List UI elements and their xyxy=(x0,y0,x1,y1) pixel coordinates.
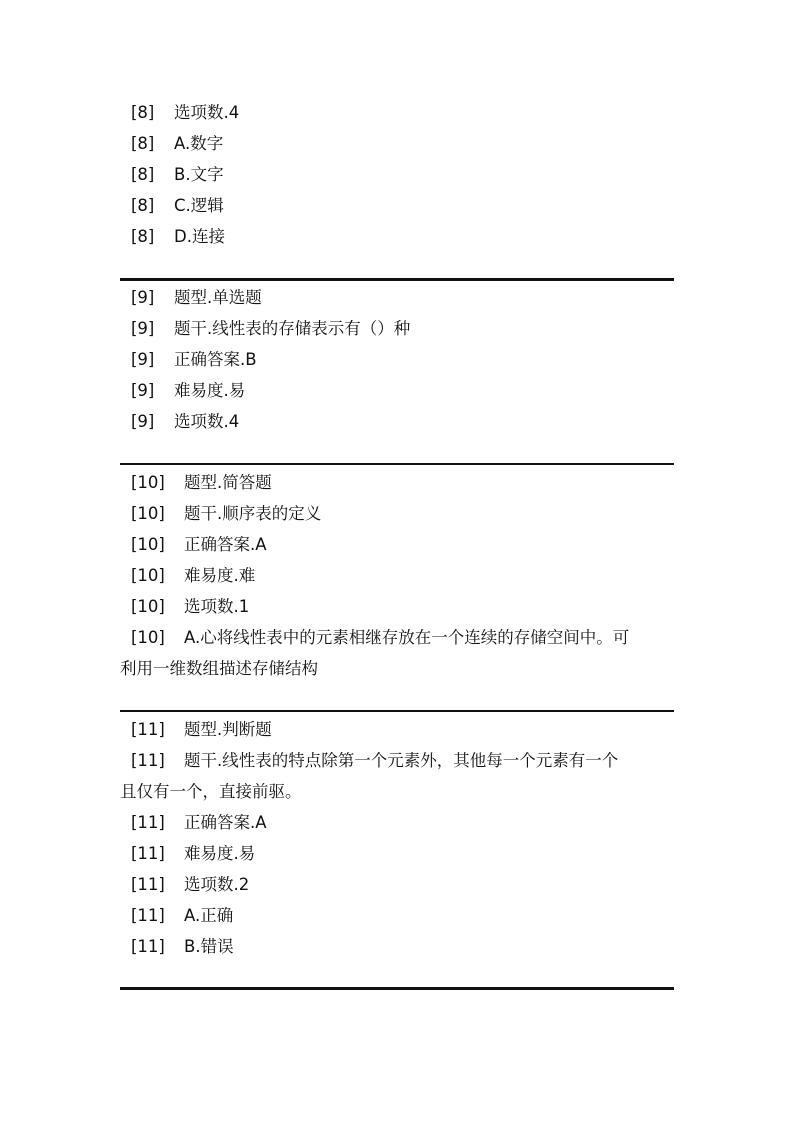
question-number: [9] xyxy=(131,319,155,338)
question-line xyxy=(120,807,674,838)
question-text: 选项数.4 xyxy=(174,103,240,122)
question-number: [10] xyxy=(131,535,165,554)
question-text: B.文字 xyxy=(174,165,224,184)
question-9-block xyxy=(120,282,674,437)
question-line xyxy=(120,128,674,159)
question-line xyxy=(120,838,674,869)
question-11-block xyxy=(120,714,674,962)
question-line xyxy=(120,622,674,653)
question-line xyxy=(120,745,674,776)
question-number: [9] xyxy=(131,412,155,431)
question-line xyxy=(120,560,674,591)
question-line xyxy=(120,529,674,560)
question-number: [10] xyxy=(131,504,165,523)
question-line xyxy=(120,869,674,900)
question-text: 题型.判断题 xyxy=(184,720,272,739)
question-number: [8] xyxy=(131,103,155,122)
question-number: [10] xyxy=(131,597,165,616)
question-line xyxy=(120,344,674,375)
question-text-continuation: 利用一维数组描述存储结构 xyxy=(120,659,318,678)
question-text: 选项数.2 xyxy=(184,875,250,894)
question-line xyxy=(120,498,674,529)
question-number: [9] xyxy=(131,350,155,369)
question-line xyxy=(120,97,674,128)
question-number: [10] xyxy=(131,628,165,647)
question-number: [8] xyxy=(131,227,155,246)
question-number: [11] xyxy=(131,720,165,739)
question-number: [8] xyxy=(131,134,155,153)
question-text: 题型.简答题 xyxy=(184,473,272,492)
question-line xyxy=(120,282,674,313)
question-line xyxy=(120,159,674,190)
question-10-block xyxy=(120,467,674,684)
question-number: [11] xyxy=(131,906,165,925)
question-text: 难易度.易 xyxy=(174,381,246,400)
question-text: 难易度.易 xyxy=(184,844,256,863)
question-text-continuation: 且仅有一个，直接前驱。 xyxy=(120,782,302,801)
question-line xyxy=(120,406,674,437)
question-number: [11] xyxy=(131,813,165,832)
question-line xyxy=(120,313,674,344)
question-text: 正确答案.A xyxy=(184,813,267,832)
question-text: D.连接 xyxy=(174,227,225,246)
question-line xyxy=(120,375,674,406)
question-number: [11] xyxy=(131,751,165,770)
question-text: A.数字 xyxy=(174,134,224,153)
question-line xyxy=(120,591,674,622)
question-number: [11] xyxy=(131,937,165,956)
question-number: [8] xyxy=(131,165,155,184)
question-text: 正确答案.A xyxy=(184,535,267,554)
question-number: [11] xyxy=(131,875,165,894)
question-number: [8] xyxy=(131,196,155,215)
question-text: 题干.顺序表的定义 xyxy=(184,504,322,523)
question-text: C.逻辑 xyxy=(174,196,224,215)
question-line xyxy=(120,900,674,931)
question-number: [10] xyxy=(131,566,165,585)
question-text: 题干.线性表的存储表示有（）种 xyxy=(174,319,411,338)
section-divider xyxy=(120,278,674,281)
section-divider xyxy=(120,710,674,712)
question-8-block xyxy=(120,97,674,252)
question-text: 正确答案.B xyxy=(174,350,257,369)
question-text: 题型.单选题 xyxy=(174,288,262,307)
section-divider xyxy=(120,987,674,990)
question-line xyxy=(120,190,674,221)
question-text: A.心将线性表中的元素相继存放在一个连续的存储空间中。可 xyxy=(184,628,630,647)
question-number: [9] xyxy=(131,288,155,307)
question-number: [10] xyxy=(131,473,165,492)
question-line xyxy=(120,467,674,498)
question-text: 选项数.4 xyxy=(174,412,240,431)
question-text: 难易度.难 xyxy=(184,566,256,585)
question-line xyxy=(120,931,674,962)
question-line xyxy=(120,714,674,745)
question-number: [11] xyxy=(131,844,165,863)
question-number: [9] xyxy=(131,381,155,400)
question-text: 题干.线性表的特点除第一个元素外，其他每一个元素有一个 xyxy=(184,751,619,770)
question-line xyxy=(120,221,674,252)
section-divider xyxy=(120,463,674,465)
question-text: A.正确 xyxy=(184,906,234,925)
question-text: B.错误 xyxy=(184,937,234,956)
question-text: 选项数.1 xyxy=(184,597,250,616)
